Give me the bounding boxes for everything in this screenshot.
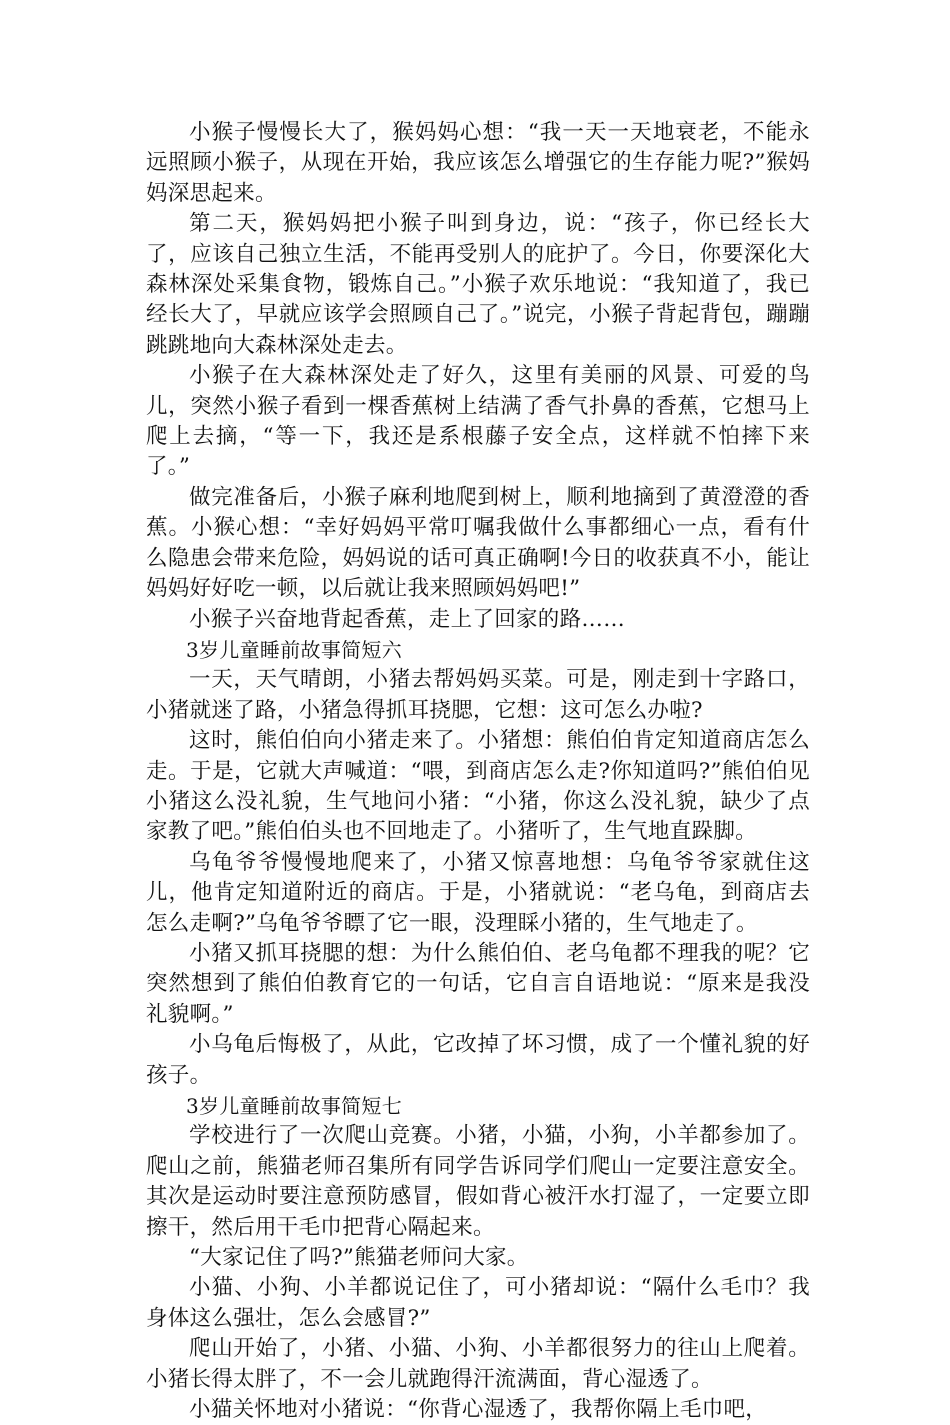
paragraph: 学校进行了一次爬山竞赛。小猪，小猫，小狗，小羊都参加了。爬山之前，熊猫老师召集所有同学告诉同学们爬山一定要注意安全。其次是运动时要注意预防感冒，假如背心被汗水打湿了，一定要立即擦干，然后用干毛巾把背心隔起来。 [146, 1123, 810, 1240]
section-heading: 3岁儿童睡前故事简短六 [186, 637, 403, 662]
paragraph: 一天，天气晴朗，小猪去帮妈妈买菜。可是，刚走到十字路口，小猪就迷了路，小猪急得抓耳挠腮，它想：这可怎么办啦? [146, 667, 810, 723]
paragraph: 第二天，猴妈妈把小猴子叫到身边，说：“孩子，你已经长大了，应该自己独立生活，不能再受别人的庇护了。今日，你要深化大森林深处采集食物，锻炼自己。”小猴子欢乐地说：“我知道了，我已经长大了，早就应该学会照顾自己了。”说完，小猴子背起背包，蹦蹦跳跳地向大森林深处走去。 [146, 211, 810, 358]
paragraph: 小猴子兴奋地背起香蕉，走上了回家的路…… [189, 606, 626, 632]
paragraph: 做完准备后，小猴子麻利地爬到树上，顺利地摘到了黄澄澄的香蕉。小猴心想：“幸好妈妈平常叮嘱我做什么事都细心一点，看有什么隐患会带来危险，妈妈说的话可真正确啊!今日的收获真不小，能让妈妈好好吃一顿，以后就让我来照顾妈妈吧!” [146, 484, 810, 602]
paragraph: 爬山开始了，小猪、小猫、小狗、小羊都很努力的往山上爬着。小猪长得太胖了，不一会儿就跑得汗流满面，背心湿透了。 [146, 1336, 810, 1392]
paragraph: 小乌龟后悔极了，从此，它改掉了坏习惯，成了一个懂礼貌的好孩子。 [146, 1032, 810, 1088]
paragraph: 乌龟爷爷慢慢地爬来了，小猪又惊喜地想：乌龟爷爷家就住这儿，他肯定知道附近的商店。于是，小猪就说：“老乌龟，到商店去怎么走啊?”乌龟爷爷瞟了它一眼，没理睬小猪的，生气地走了。 [146, 849, 810, 936]
paragraph: “大家记住了吗?”熊猫老师问大家。 [189, 1245, 529, 1271]
paragraph: 小猴子在大森林深处走了好久，这里有美丽的风景、可爱的鸟儿，突然小猴子看到一棵香蕉树上结满了香气扑鼻的香蕉，它想马上爬上去摘，“等一下，我还是系根藤子安全点，这样就不怕摔下来了。” [146, 363, 810, 480]
section-heading: 3岁儿童睡前故事简短七 [186, 1094, 403, 1118]
paragraph: 小猪又抓耳挠腮的想：为什么熊伯伯、老乌龟都不理我的呢？它突然想到了熊伯伯教育它的一句话，它自言自语地说：“原来是我没礼貌啊。” [146, 940, 810, 1027]
paragraph: 小猫、小狗、小羊都说记住了，可小猪却说：“隔什么毛巾？我身体这么强壮，怎么会感冒?” [146, 1275, 810, 1331]
paragraph: 这时，熊伯伯向小猪走来了。小猪想：熊伯伯肯定知道商店怎么走。于是，它就大声喊道：“喂，到商店怎么走?你知道吗?”熊伯伯见小猪这么没礼貌，生气地问小猪：“小猪，你这么没礼貌，缺少了点家教了吧。”熊伯伯头也不回地走了。小猪听了，生气地直跺脚。 [146, 728, 810, 845]
paragraph: 小猫关怀地对小猪说：“你背心湿透了，我帮你隔上毛巾吧， [189, 1397, 768, 1423]
document-page [146, 118, 810, 1425]
paragraph: 小猴子慢慢长大了，猴妈妈心想：“我一天一天地衰老，不能永远照顾小猴子，从现在开始，我应该怎么增强它的生存能力呢?”猴妈妈深思起来。 [146, 120, 810, 206]
